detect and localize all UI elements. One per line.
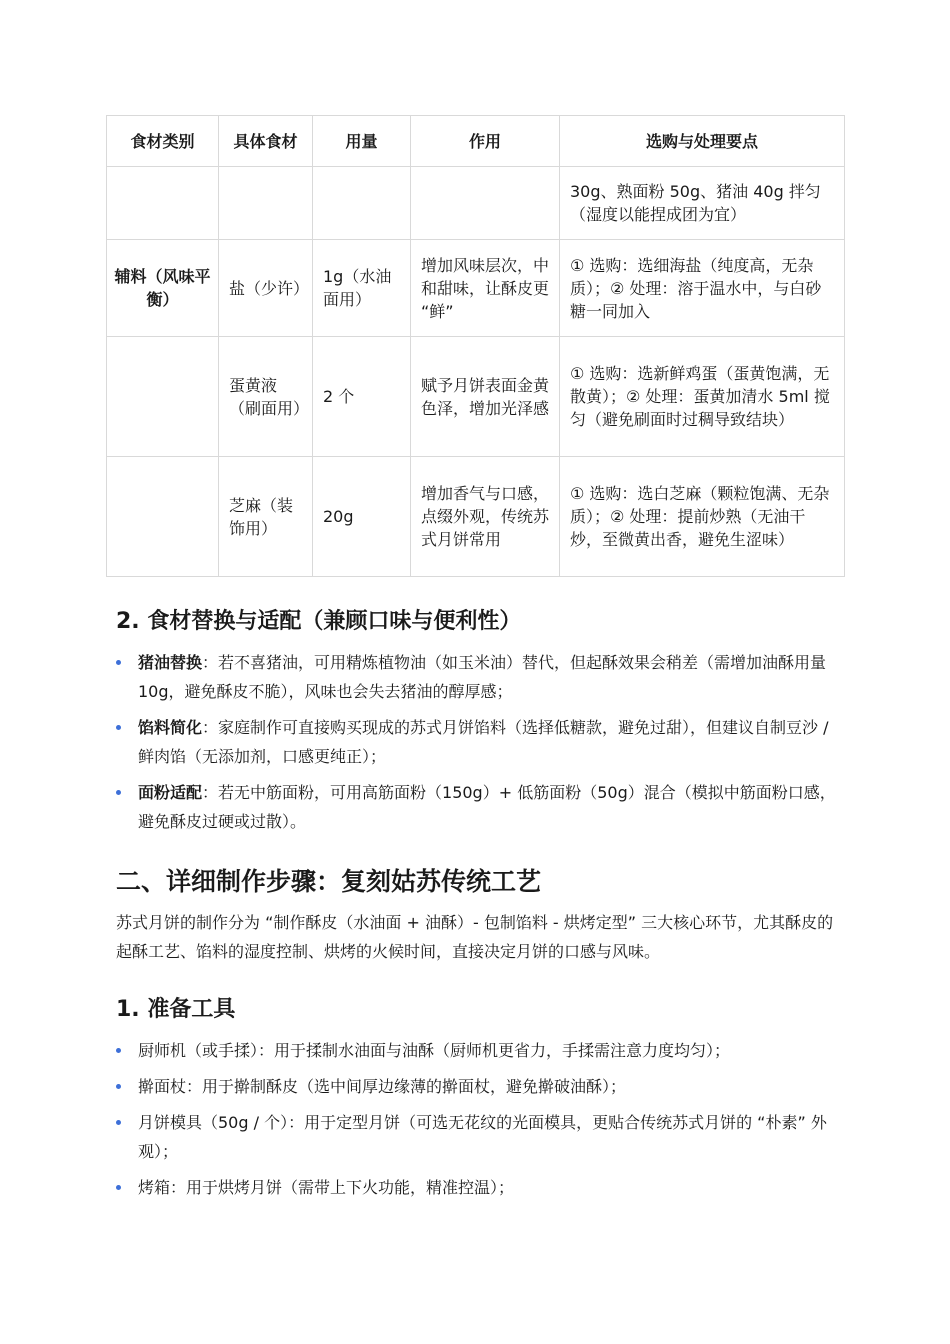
item-text: 月饼模具（50g / 个）：用于定型月饼（可选无花纹的光面模具，更贴合传统苏式月饼的 “朴素” 外观）； [138,1113,827,1161]
list-item [116,778,836,836]
header-function: 作用 [411,116,560,167]
cell-amount [313,167,411,240]
item-label: 馅料简化 [138,718,203,737]
cell-function: 赋予月饼表面金黄色泽，增加光泽感 [411,337,560,457]
list-item [116,1072,836,1101]
cell-ingredient: 蛋黄液（刷面用） [219,337,313,457]
steps-intro: 苏式月饼的制作分为 “制作酥皮（水油面 + 油酥）- 包制馅料 - 烘烤定型” 三大核心环节，尤其酥皮的起酥工艺、馅料的湿度控制、烘烤的火候时间，直接决定月饼的口感与风味。 [116,913,834,961]
list-item [116,1108,836,1166]
cell-amount: 2 个 [313,337,411,457]
cell-category [107,337,219,457]
cell-category [107,457,219,577]
table-row [107,457,845,577]
cell-function [411,167,560,240]
cell-ingredient: 芝麻（装饰用） [219,457,313,577]
bullet-icon [116,660,121,665]
tools-list [116,1036,836,1209]
bullet-icon [116,1048,121,1053]
bullet-icon [116,790,121,795]
header-tips: 选购与处理要点 [560,116,845,167]
header-amount: 用量 [313,116,411,167]
header-ingredient: 具体食材 [219,116,313,167]
item-text: 擀面杖：用于擀制酥皮（选中间厚边缘薄的擀面杖，避免擀破油酥）； [138,1077,627,1096]
cell-ingredient: 盐（少许） [219,240,313,337]
item-text: ：若无中筋面粉，可用高筋面粉（150g）+ 低筋面粉（50g）混合（模拟中筋面粉口感，避免酥皮过硬或过散）。 [138,783,836,831]
cell-amount: 1g（水油面用） [313,240,411,337]
bullet-icon [116,1084,121,1089]
list-item [116,1173,836,1202]
list-item [116,648,836,706]
ingredients-table [106,115,845,577]
cell-tips: ① 选购：选新鲜鸡蛋（蛋黄饱满，无散黄）；② 处理：蛋黄加清水 5ml 搅匀（避免刷面时过稠导致结块） [560,337,845,457]
substitution-heading: 2. 食材替换与适配（兼顾口味与便利性） [116,609,522,634]
cell-function: 增加风味层次，中和甜味，让酥皮更 “鲜” [411,240,560,337]
cell-category: 辅料（风味平衡） [107,240,219,337]
bullet-icon [116,725,121,730]
list-item [116,713,836,771]
table-row [107,167,845,240]
cell-tips: ① 选购：选细海盐（纯度高，无杂质）；② 处理：溶于温水中，与白砂糖一同加入 [560,240,845,337]
bullet-icon [116,1185,121,1190]
cell-ingredient [219,167,313,240]
item-text: ：家庭制作可直接购买现成的苏式月饼馅料（选择低糖款，避免过甜），但建议自制豆沙 / 鲜肉馅（无添加剂，口感更纯正）； [138,718,829,766]
cell-function: 增加香气与口感，点缀外观，传统苏式月饼常用 [411,457,560,577]
item-label: 面粉适配 [138,783,203,802]
header-category: 食材类别 [107,116,219,167]
bullet-icon [116,1120,121,1125]
table-row [107,337,845,457]
substitution-list [116,648,836,843]
tools-heading: 1. 准备工具 [116,997,236,1022]
cell-tips: ① 选购：选白芝麻（颗粒饱满、无杂质）；② 处理：提前炒熟（无油干炒，至微黄出香，避免生涩味） [560,457,845,577]
cell-amount: 20g [313,457,411,577]
item-text: 厨师机（或手揉）：用于揉制水油面与油酥（厨师机更省力，手揉需注意力度均匀）； [138,1041,731,1060]
item-label: 猪油替换 [138,653,203,672]
table-header-row [107,116,845,167]
table-row [107,240,845,337]
cell-category [107,167,219,240]
item-text: ：若不喜猪油，可用精炼植物油（如玉米油）替代，但起酥效果会稍差（需增加油酥用量 10g，避免酥皮不脆），风味也会失去猪油的醇厚感； [138,653,827,701]
list-item [116,1036,836,1065]
item-text: 烤箱：用于烘烤月饼（需带上下火功能，精准控温）； [138,1178,515,1197]
cell-tips: 30g、熟面粉 50g、猪油 40g 拌匀（湿度以能捏成团为宜） [560,167,845,240]
steps-heading: 二、详细制作步骤：复刻姑苏传统工艺 [116,867,542,896]
